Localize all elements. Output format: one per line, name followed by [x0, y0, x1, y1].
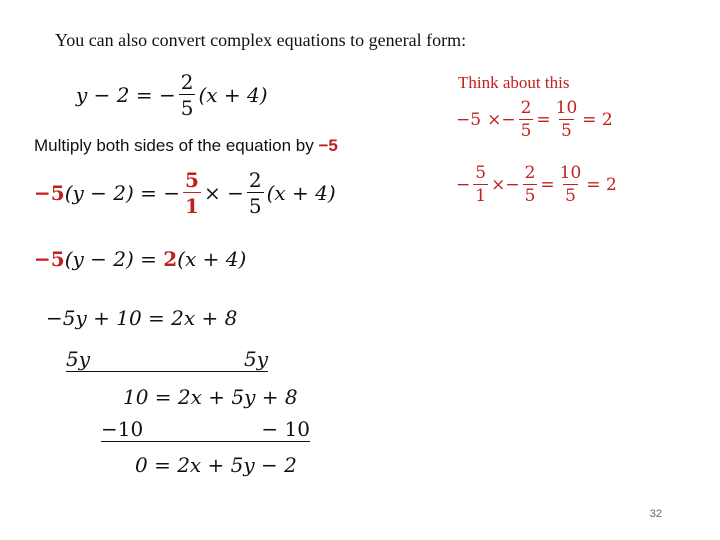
step3-lead: −5	[34, 247, 65, 271]
side-eq1-result-fraction	[554, 100, 580, 140]
slide-title: You can also convert complex equations to general form:	[55, 30, 467, 50]
instruction-factor: −5	[318, 136, 338, 155]
page-number: 32	[649, 508, 662, 520]
step-equation-3	[34, 247, 246, 271]
step2-f2-den: 5	[248, 194, 262, 218]
step-equation-1	[76, 72, 268, 118]
side-eq1-rden: 5	[561, 121, 572, 141]
step-equation-6: 10 = 2x + 5y + 8	[123, 385, 298, 409]
side-eq2-fraction-1	[473, 165, 488, 205]
side-eq2-f2-num: 2	[524, 163, 536, 183]
step3-rhs: (x + 4)	[177, 247, 247, 271]
step2-lead: −5	[34, 181, 65, 205]
step-equation-4: −5y + 10 = 2x + 8	[46, 306, 238, 330]
side-eq2-times: ×	[491, 175, 506, 195]
step-equation-2	[34, 170, 336, 216]
side-eq2-f2-den: 5	[524, 186, 536, 206]
step2-times: × −	[203, 181, 244, 205]
side-note-equation-1	[456, 100, 613, 140]
side-eq1-minus: −	[501, 110, 516, 130]
side-eq2-equals: =	[540, 175, 555, 195]
step7-left: −10	[101, 417, 144, 441]
side-eq2-result-fraction	[558, 165, 584, 205]
side-eq2-minus: −	[456, 175, 471, 195]
step2-rhs: (x + 4)	[266, 181, 336, 205]
step1-fraction	[179, 72, 196, 118]
side-eq2-f1-num: 5	[475, 163, 487, 183]
side-eq2-minus2: −	[505, 175, 520, 195]
step-equation-8: 0 = 2x + 5y − 2	[135, 453, 297, 477]
step7-right: − 10	[261, 417, 310, 441]
multiply-instruction	[34, 136, 338, 156]
side-note-equation-2	[456, 165, 617, 205]
side-eq1-times: ×	[487, 110, 502, 130]
step-equation-5	[66, 347, 268, 372]
side-eq1-fraction	[519, 100, 534, 140]
side-eq1-factor: −5	[456, 110, 482, 130]
side-eq1-den: 5	[520, 121, 532, 141]
side-eq2-result: = 2	[586, 175, 617, 195]
step2-fraction-2	[247, 170, 264, 216]
step2-f1-den: 1	[185, 194, 199, 218]
step1-lhs: y − 2 = −	[76, 83, 176, 107]
step1-rhs: (x + 4)	[198, 83, 268, 107]
side-eq1-num: 2	[520, 98, 532, 118]
side-eq2-rnum: 10	[559, 163, 582, 183]
side-eq1-rnum: 10	[555, 98, 578, 118]
side-eq1-equals: =	[536, 110, 551, 130]
step3-coef: 2	[163, 247, 178, 271]
step2-fraction-1	[183, 170, 201, 216]
side-eq2-fraction-2	[523, 165, 538, 205]
step2-f2-num: 2	[248, 168, 262, 192]
side-eq2-rden: 5	[565, 186, 576, 206]
step1-num: 2	[180, 70, 194, 94]
step2-f1-num: 5	[185, 168, 199, 192]
step5-right: 5y	[243, 347, 268, 371]
step3-lhs: (y − 2) =	[64, 247, 164, 271]
side-eq1-result: = 2	[582, 110, 613, 130]
side-note-heading: Think about this	[458, 73, 570, 92]
instruction-text: Multiply both sides of the equation by	[34, 136, 314, 155]
step5-left: 5y	[66, 347, 91, 371]
step2-lhs: (y − 2) = −	[64, 181, 181, 205]
side-eq2-f1-den: 1	[475, 186, 487, 206]
step1-den: 5	[180, 96, 194, 120]
step-equation-7	[101, 417, 310, 442]
